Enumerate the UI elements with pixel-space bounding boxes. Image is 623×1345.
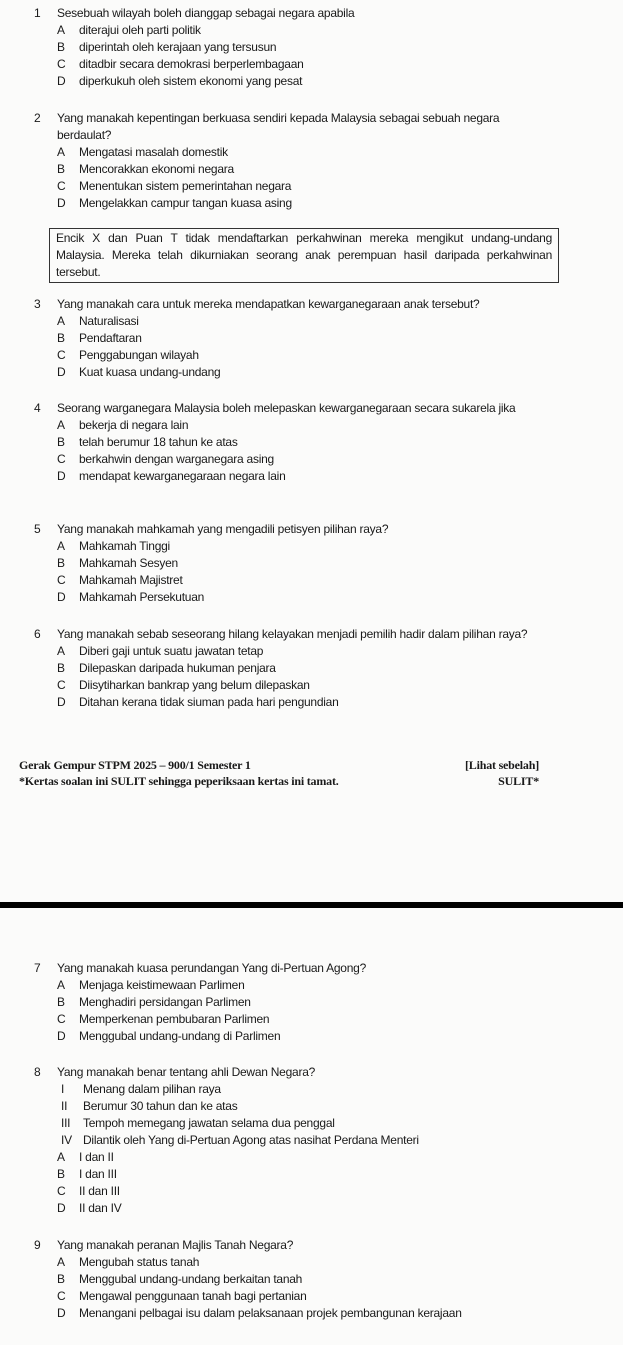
answer-option <box>34 643 554 660</box>
option-letter: D <box>57 590 66 604</box>
answer-option <box>34 364 554 381</box>
statement-numeral: III <box>61 1116 71 1130</box>
option-letter: C <box>57 678 66 692</box>
question-text: Yang manakah peranan Majlis Tanah Negara? <box>57 1238 294 1252</box>
option-letter: D <box>57 196 66 210</box>
answer-option <box>34 572 554 589</box>
answer-option <box>34 417 554 434</box>
option-text: ditadbir secara demokrasi berperlembagaan <box>79 57 304 71</box>
question-8 <box>34 1064 554 1217</box>
option-text: Mahkamah Majistret <box>79 573 183 587</box>
answer-option <box>34 347 554 364</box>
option-text: diperkukuh oleh sistem ekonomi yang pesat <box>79 74 303 88</box>
option-text: II dan III <box>79 1184 120 1198</box>
option-text: Menjaga keistimewaan Parlimen <box>79 978 245 992</box>
option-text: Ditahan kerana tidak siuman pada hari pengundian <box>79 695 339 709</box>
statement-item <box>34 1132 554 1149</box>
question-1 <box>34 5 554 90</box>
answer-option <box>34 1149 554 1166</box>
statement-numeral: IV <box>61 1133 72 1147</box>
question-number: 2 <box>34 111 41 125</box>
option-letter: B <box>57 1272 65 1286</box>
option-text: Mahkamah Tinggi <box>79 539 170 553</box>
option-letter: B <box>57 995 65 1009</box>
option-letter: D <box>57 1306 66 1320</box>
option-letter: A <box>57 314 65 328</box>
option-letter: B <box>57 435 65 449</box>
question-stem <box>34 1237 594 1254</box>
option-text: Mahkamah Persekutuan <box>79 590 205 604</box>
question-stem <box>34 960 554 977</box>
question-4 <box>34 400 554 485</box>
answer-option <box>34 538 554 555</box>
question-number: 8 <box>34 1065 41 1079</box>
option-text: I dan II <box>79 1150 114 1164</box>
answer-option <box>34 994 554 1011</box>
option-letter: B <box>57 556 65 570</box>
option-letter: C <box>57 573 66 587</box>
question-text: Yang manakah mahkamah yang mengadili petisyen pilihan raya? <box>57 522 389 536</box>
option-text: Penggabungan wilayah <box>79 348 199 362</box>
question-number: 5 <box>34 522 41 536</box>
question-9 <box>34 1237 594 1322</box>
option-letter: A <box>57 145 65 159</box>
option-text: Mengelakkan campur tangan kuasa asing <box>79 196 292 210</box>
option-letter: A <box>57 1150 65 1164</box>
stimulus-box: Encik X dan Puan T tidak mendaftarkan perkahwinan mereka mengikut undang-undang Malaysia. Mereka telah dikurniakan seorang anak perempuan hasil daripada perkahwinan tersebut. <box>49 228 559 283</box>
statement-numeral: I <box>61 1082 65 1096</box>
question-stem <box>34 110 554 144</box>
option-letter: D <box>57 1029 66 1043</box>
answer-option <box>34 451 554 468</box>
answer-option <box>34 144 554 161</box>
footer-line-2 <box>19 774 539 789</box>
question-stem <box>34 521 554 538</box>
option-text: I dan III <box>79 1167 117 1181</box>
question-text: Yang manakah benar tentang ahli Dewan Negara? <box>57 1065 316 1079</box>
option-letter: B <box>57 1167 65 1181</box>
question-stem <box>34 5 554 22</box>
option-text: mendapat kewarganegaraan negara lain <box>79 469 286 483</box>
footer-sulit: SULIT* <box>498 774 539 788</box>
option-letter: B <box>57 661 65 675</box>
option-text: Pendaftaran <box>79 331 142 345</box>
statement-text: Tempoh memegang jawatan selama dua penggal <box>83 1116 335 1130</box>
answer-option <box>34 178 554 195</box>
option-text: II dan IV <box>79 1201 122 1215</box>
answer-option <box>34 468 554 485</box>
answer-option <box>34 161 554 178</box>
answer-option <box>34 977 554 994</box>
option-letter: A <box>57 1255 65 1269</box>
question-number: 1 <box>34 6 41 20</box>
option-text: Mengubah status tanah <box>79 1255 200 1269</box>
option-text: Diberi gaji untuk suatu jawatan tetap <box>79 644 264 658</box>
answer-option <box>34 677 554 694</box>
option-letter: C <box>57 1184 66 1198</box>
answer-option <box>34 56 554 73</box>
question-number: 3 <box>34 297 41 311</box>
option-letter: C <box>57 1012 66 1026</box>
answer-option <box>34 1271 594 1288</box>
question-text: Yang manakah kepentingan berkuasa sendiri kepada Malaysia sebagai sebuah negara berdaulat? <box>57 111 500 142</box>
answer-option <box>34 195 554 212</box>
option-letter: B <box>57 40 65 54</box>
answer-option <box>34 39 554 56</box>
question-7 <box>34 960 554 1045</box>
option-letter: C <box>57 1289 66 1303</box>
question-number: 4 <box>34 401 41 415</box>
answer-option <box>34 660 554 677</box>
option-text: bekerja di negara lain <box>79 418 189 432</box>
answer-option <box>34 1305 594 1322</box>
option-letter: A <box>57 23 65 37</box>
option-letter: A <box>57 978 65 992</box>
option-letter: D <box>57 1201 66 1215</box>
option-letter: A <box>57 539 65 553</box>
answer-option <box>34 589 554 606</box>
option-letter: A <box>57 418 65 432</box>
option-letter: B <box>57 331 65 345</box>
answer-option <box>34 1200 554 1217</box>
option-letter: D <box>57 695 66 709</box>
option-letter: C <box>57 452 66 466</box>
question-number: 6 <box>34 627 41 641</box>
question-5 <box>34 521 554 606</box>
question-text: Yang manakah kuasa perundangan Yang di-Pertuan Agong? <box>57 961 367 975</box>
answer-option <box>34 1011 554 1028</box>
option-text: Diisytiharkan bankrap yang belum dilepaskan <box>79 678 310 692</box>
answer-option <box>34 1166 554 1183</box>
footer-line-1 <box>19 758 539 773</box>
option-text: Mengatasi masalah domestik <box>79 145 228 159</box>
answer-option <box>34 313 554 330</box>
option-text: Naturalisasi <box>79 314 139 328</box>
option-letter: D <box>57 365 66 379</box>
option-letter: D <box>57 469 66 483</box>
answer-option <box>34 1254 594 1271</box>
question-2 <box>34 110 554 212</box>
question-text: Yang manakah cara untuk mereka mendapatkan kewarganegaraan anak tersebut? <box>57 297 480 311</box>
option-text: Menangani pelbagai isu dalam pelaksanaan projek pembangunan kerajaan <box>79 1306 462 1320</box>
statement-text: Dilantik oleh Yang di-Pertuan Agong atas nasihat Perdana Menteri <box>83 1133 419 1147</box>
option-letter: C <box>57 348 66 362</box>
footer-exam-title: Gerak Gempur STPM 2025 – 900/1 Semester 1 <box>19 758 251 772</box>
option-letter: D <box>57 74 66 88</box>
page-divider <box>0 902 623 908</box>
option-letter: B <box>57 162 65 176</box>
option-text: Kuat kuasa undang-undang <box>79 365 221 379</box>
option-text: Menggubal undang-undang di Parlimen <box>79 1029 281 1043</box>
statement-text: Berumur 30 tahun dan ke atas <box>83 1099 238 1113</box>
answer-option <box>34 1183 554 1200</box>
question-stem <box>34 626 554 643</box>
question-stem <box>34 296 554 313</box>
answer-option <box>34 1288 594 1305</box>
answer-option <box>34 73 554 90</box>
option-text: diterajui oleh parti politik <box>79 23 201 37</box>
option-letter: C <box>57 179 66 193</box>
footer-confidential-note: *Kertas soalan ini SULIT sehingga peperiksaan kertas ini tamat. <box>19 774 339 788</box>
option-text: Memperkenan pembubaran Parlimen <box>79 1012 270 1026</box>
statement-numeral: II <box>61 1099 68 1113</box>
option-text: Mahkamah Sesyen <box>79 556 178 570</box>
answer-option <box>34 1028 554 1045</box>
question-number: 9 <box>34 1238 41 1252</box>
answer-option <box>34 434 554 451</box>
option-text: Menentukan sistem pemerintahan negara <box>79 179 292 193</box>
question-text: Seorang warganegara Malaysia boleh melepaskan kewarganegaraan secara sukarela jika <box>57 401 516 415</box>
statement-item <box>34 1115 554 1132</box>
question-stem <box>34 400 554 417</box>
question-text: Sesebuah wilayah boleh dianggap sebagai negara apabila <box>57 6 355 20</box>
option-text: berkahwin dengan warganegara asing <box>79 452 274 466</box>
option-text: Menggubal undang-undang berkaitan tanah <box>79 1272 303 1286</box>
option-letter: A <box>57 644 65 658</box>
answer-option <box>34 694 554 711</box>
question-3 <box>34 296 554 381</box>
option-letter: C <box>57 57 66 71</box>
question-text: Yang manakah sebab seseorang hilang kelayakan menjadi pemilih hadir dalam pilihan raya? <box>57 627 528 641</box>
option-text: Menghadiri persidangan Parlimen <box>79 995 251 1009</box>
option-text: Dilepaskan daripada hukuman penjara <box>79 661 276 675</box>
option-text: Mengawal penggunaan tanah bagi pertanian <box>79 1289 307 1303</box>
option-text: telah berumur 18 tahun ke atas <box>79 435 238 449</box>
answer-option <box>34 22 554 39</box>
option-text: diperintah oleh kerajaan yang tersusun <box>79 40 277 54</box>
question-stem <box>34 1064 554 1081</box>
question-6 <box>34 626 554 711</box>
footer-turn-over: [Lihat sebelah] <box>464 758 539 772</box>
answer-option <box>34 330 554 347</box>
option-text: Mencorakkan ekonomi negara <box>79 162 234 176</box>
statement-item <box>34 1098 554 1115</box>
question-number: 7 <box>34 961 41 975</box>
statement-text: Menang dalam pilihan raya <box>83 1082 221 1096</box>
statement-item <box>34 1081 554 1098</box>
answer-option <box>34 555 554 572</box>
